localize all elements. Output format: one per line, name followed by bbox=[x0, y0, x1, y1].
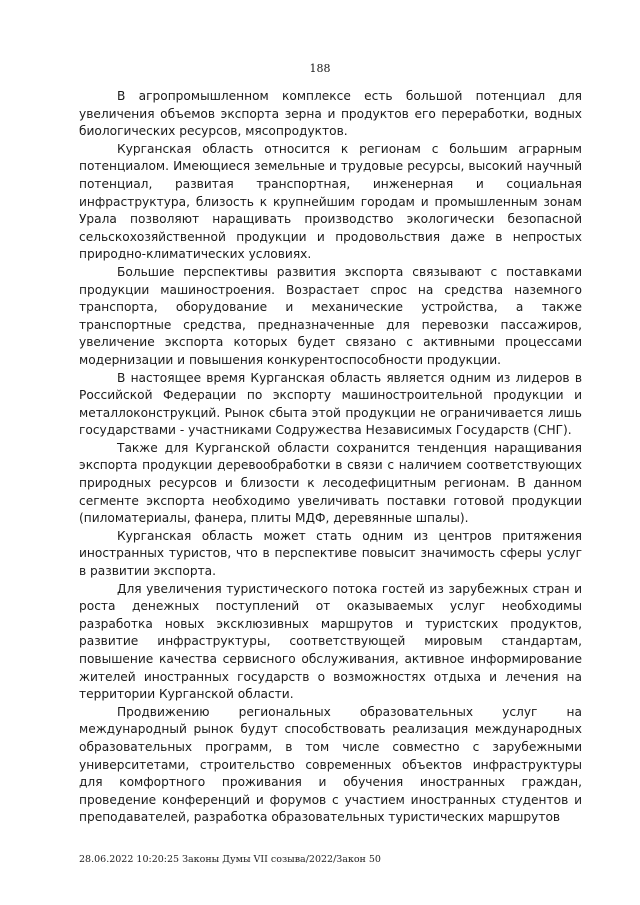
paragraph: В настоящее время Курганская область является одним из лидеров в Российской Федерации по экспорту машиностроительной продукции и металлоконструкций. Рынок сбыта этой продукции не ограничивается лишь государствами - участниками Содружества Независимых Государств (СНГ). bbox=[79, 370, 582, 438]
document-body bbox=[79, 88, 582, 827]
page-number: 188 bbox=[309, 62, 331, 75]
paragraph: Для увеличения туристического потока гостей из зарубежных стран и роста денежных поступлений от оказываемых услуг необходимы разработка новых эксклюзивных маршрутов и туристских продуктов, развитие инфраструктуры, соответствующей мировым стандартам, повышение качества сервисного обслуживания, активное информирование жителей иностранных государств о возможностях отдыха и лечения на территории Курганской области. bbox=[79, 581, 582, 702]
paragraph: Курганская область относится к регионам с большим аграрным потенциалом. Имеющиеся земельные и трудовые ресурсы, высокий научный потенциал, развитая транспортная, инженерная и социальная инфраструктура, близость к крупнейшим городам и промышленным зонам Урала позволяют наращивать производство экологически безопасной сельскохозяйственной продукции и продовольствия даже в непростых природно-климатических условиях. bbox=[79, 141, 582, 262]
paragraph: Также для Курганской области сохранится тенденция наращивания экспорта продукции деревообработки в связи с наличием соответствующих природных ресурсов и близости к лесодефицитным регионам. В данном сегменте экспорта необходимо увеличивать поставки готовой продукции (пиломатериалы, фанера, плиты МДФ, деревянные шпалы). bbox=[79, 440, 582, 526]
paragraph: Курганская область может стать одним из центров притяжения иностранных туристов, что в перспективе повысит значимость сферы услуг в развитии экспорта. bbox=[79, 528, 582, 579]
document-footer: 28.06.2022 10:20:25 Законы Думы VII созыва/2022/Закон 50 bbox=[79, 854, 381, 865]
paragraph: В агропромышленном комплексе есть большой потенциал для увеличения объемов экспорта зерна и продуктов его переработки, водных биологических ресурсов, мясопродуктов. bbox=[79, 89, 582, 139]
paragraph: Большие перспективы развития экспорта связывают с поставками продукции машиностроения. Возрастает спрос на средства наземного транспорта, оборудование и механические устройства, а также транспортные средства, предназначенные для перевозки пассажиров, увеличение экспорта которых будет связано с активными процессами модернизации и повышения конкурентоспособности продукции. bbox=[79, 264, 582, 367]
paragraph: Продвижению региональных образовательных услуг на международный рынок будут способствовать реализация международных образовательных программ, в том числе совместно с зарубежными университетами, строительство современных объектов инфраструктуры для комфортного проживания и обучения иностранных граждан, проведение конференций и форумов с участием иностранных студентов и преподавателей, разработка образовательных туристических маршрутов bbox=[79, 704, 582, 825]
